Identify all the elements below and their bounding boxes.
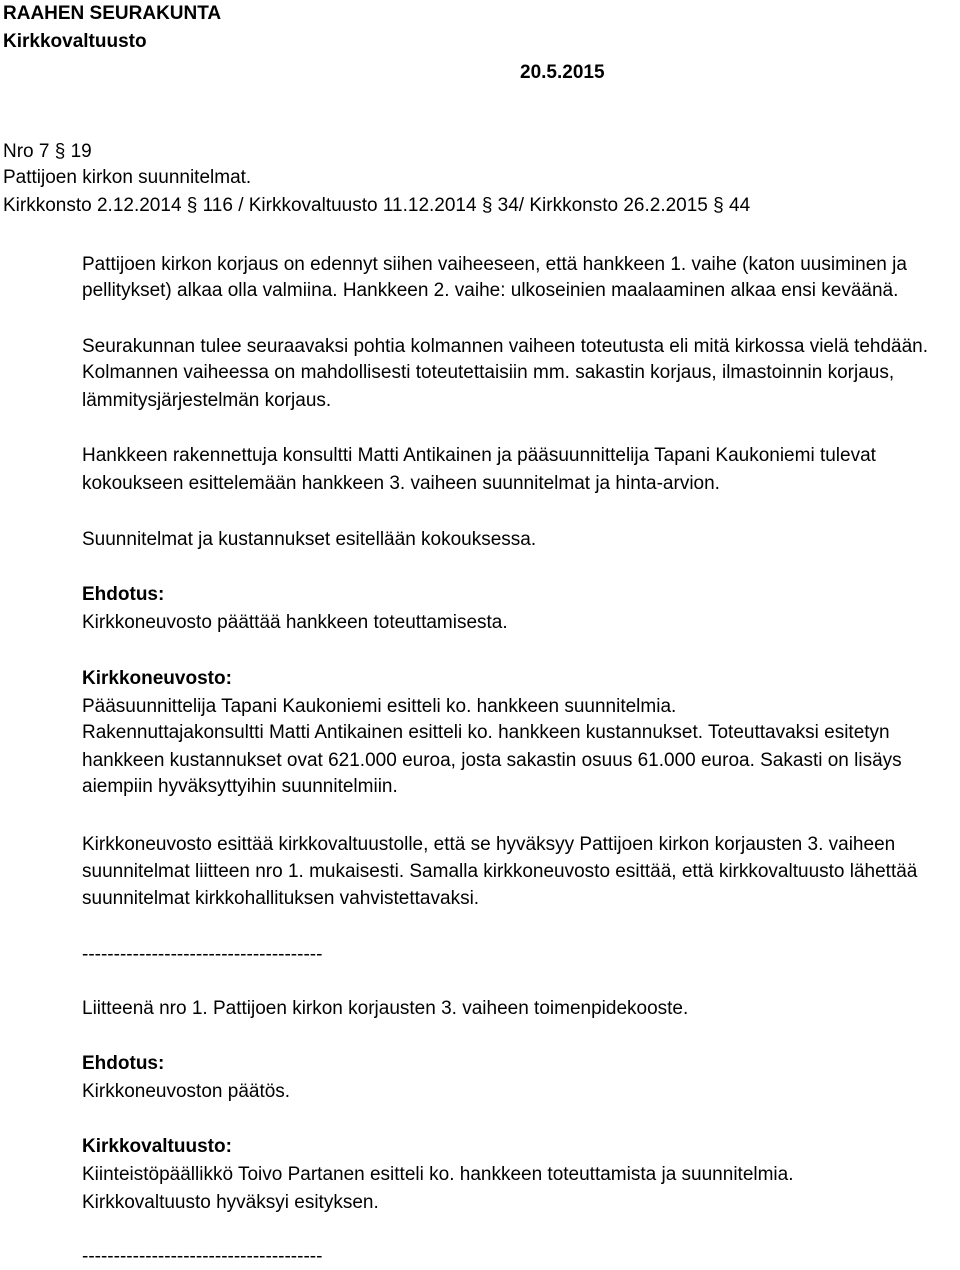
paragraph-line: Kiinteistöpäällikkö Toivo Partanen esitteli ko. hankkeen toteuttamista ja suunnitelmia. [82,1164,794,1185]
paragraph-line: aiempiin hyväksyttyihin suunnitelmiin. [82,776,398,797]
paragraph-line: Liitteenä nro 1. Pattijoen kirkon korjausten 3. vaiheen toimenpidekooste. [82,998,689,1019]
paragraph-line: Pattijoen kirkon korjaus on edennyt siihen vaiheeseen, että hankkeen 1. vaihe (katon uusiminen ja [82,254,907,275]
paragraph-line: Kirkkoneuvosto päättää hankkeen toteuttamisesta. [82,612,508,633]
paragraph-line: suunnitelmat liitteen nro 1. mukaisesti. Samalla kirkkoneuvosto esittää, että kirkkovaltuusto lähettää [82,861,918,882]
item-references: Kirkkonsto 2.12.2014 § 116 / Kirkkovaltuusto 11.12.2014 § 34/ Kirkkonsto 26.2.2015 § 44 [3,195,751,216]
paragraph-line: Kirkkovaltuusto hyväksyi esityksen. [82,1192,379,1213]
item-title: Pattijoen kirkon suunnitelmat. [3,167,252,188]
item-number: Nro 7 § 19 [3,141,92,162]
section-heading-proposal: Ehdotus: [82,584,165,605]
separator-line: -------------------------------------- [82,944,323,965]
paragraph-line: Rakennuttajakonsultti Matti Antikainen esitteli ko. hankkeen kustannukset. Toteuttavaksi esitetyn [82,722,890,743]
separator-line: -------------------------------------- [82,1246,323,1267]
meeting-body: Kirkkovaltuusto [3,31,147,52]
paragraph-line: Hankkeen rakennettuja konsultti Matti Antikainen ja pääsuunnittelija Tapani Kaukoniemi tulevat [82,445,876,466]
paragraph-line: hankkeen kustannukset ovat 621.000 euroa, josta sakastin osuus 61.000 euroa. Sakasti on lisäys [82,750,902,771]
paragraph-line: Suunnitelmat ja kustannukset esitellään kokouksessa. [82,529,537,550]
paragraph-line: suunnitelmat kirkkohallituksen vahvistettavaksi. [82,888,480,909]
meeting-date: 20.5.2015 [520,62,605,83]
paragraph-line: kokoukseen esittelemään hankkeen 3. vaiheen suunnitelmat ja hinta-arvion. [82,473,720,494]
paragraph-line: Kolmannen vaiheessa on mahdollisesti toteutettaisiin mm. sakastin korjaus, ilmastoinnin korjaus, [82,362,895,383]
section-heading-church-council: Kirkkoneuvosto: [82,668,232,689]
paragraph-line: pellitykset) alkaa olla valmiina. Hankkeen 2. vaihe: ulkoseinien maalaaminen alkaa ensi keväänä. [82,280,899,301]
org-name: RAAHEN SEURAKUNTA [3,3,222,24]
section-heading-proposal-2: Ehdotus: [82,1053,165,1074]
paragraph-line: lämmitysjärjestelmän korjaus. [82,390,332,411]
paragraph-line: Seurakunnan tulee seuraavaksi pohtia kolmannen vaiheen toteutusta eli mitä kirkossa vielä tehdään. [82,336,929,357]
paragraph-line: Kirkkoneuvoston päätös. [82,1081,291,1102]
paragraph-line: Pääsuunnittelija Tapani Kaukoniemi esitteli ko. hankkeen suunnitelmia. [82,696,677,717]
section-heading-church-assembly: Kirkkovaltuusto: [82,1136,232,1157]
paragraph-line: Kirkkoneuvosto esittää kirkkovaltuustolle, että se hyväksyy Pattijoen kirkon korjausten 3. vaiheen [82,834,896,855]
